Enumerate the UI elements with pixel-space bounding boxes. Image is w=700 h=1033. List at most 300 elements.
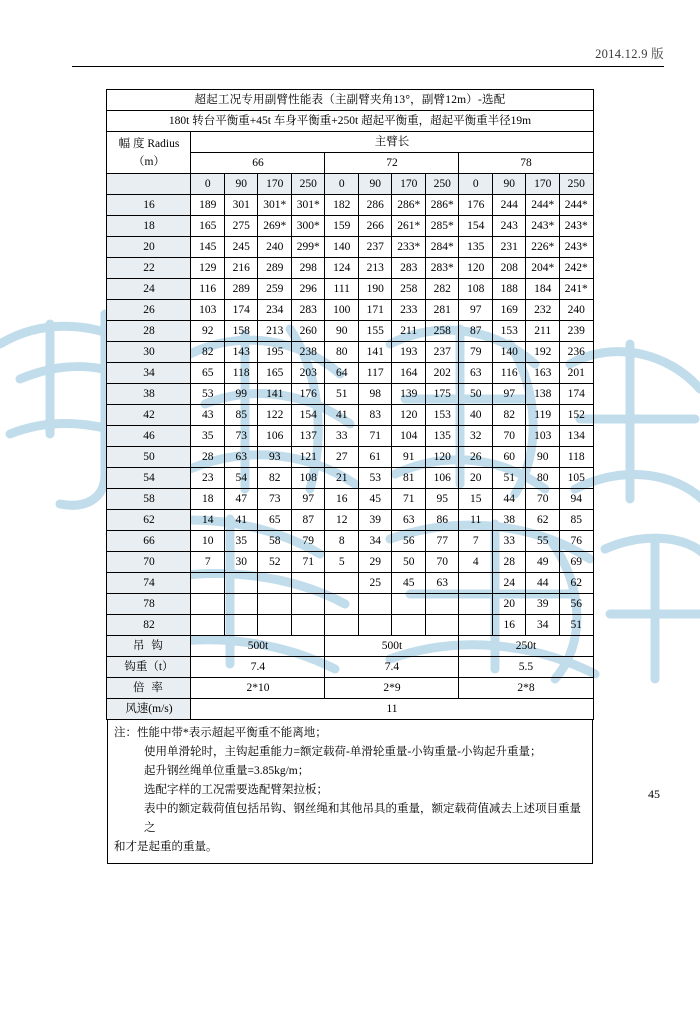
cell: 243*: [526, 216, 560, 237]
row-radius: 16: [107, 195, 191, 216]
cell: 244*: [526, 195, 560, 216]
document-header: [72, 44, 664, 62]
cell: 81: [392, 468, 426, 489]
cell: 29: [358, 552, 392, 573]
boom-length-72: 72: [325, 153, 459, 174]
cell: 145: [191, 237, 225, 258]
cell: 97: [492, 384, 526, 405]
cell: 51: [492, 468, 526, 489]
table-row: [107, 195, 593, 216]
cell: 97: [459, 300, 493, 321]
cell: 286*: [392, 195, 426, 216]
cell: [291, 594, 325, 615]
cell: 98: [358, 384, 392, 405]
cell: 169: [492, 300, 526, 321]
cell: 55: [526, 531, 560, 552]
cell: [425, 615, 459, 636]
table-row: [107, 573, 593, 594]
cell: 62: [526, 510, 560, 531]
table-row: [107, 615, 593, 636]
table-row: [107, 552, 593, 573]
cell: [425, 594, 459, 615]
hook-78: 250t: [459, 636, 593, 657]
cell: 298: [291, 258, 325, 279]
table-row: [107, 489, 593, 510]
cell: 175: [425, 384, 459, 405]
cell: 241*: [559, 279, 593, 300]
reeving-row: [107, 678, 593, 699]
chart-subtitle: 180t 转台平衡重+45t 车身平衡重+250t 超起平衡重，超起平衡重半径19m: [107, 111, 593, 132]
cell: 124: [325, 258, 359, 279]
cell: 92: [191, 321, 225, 342]
cell: 63: [459, 363, 493, 384]
cell: 117: [358, 363, 392, 384]
windspeed-row: [107, 699, 593, 720]
cell: 99: [224, 384, 258, 405]
table-row: [107, 531, 593, 552]
cw-66-170: 170: [258, 174, 292, 195]
cell: 71: [358, 426, 392, 447]
cell: 159: [325, 216, 359, 237]
hook-72: 500t: [325, 636, 459, 657]
radius-header-line1: 幅 度 Radius: [118, 137, 180, 150]
cell: 20: [492, 594, 526, 615]
cell: 237: [425, 342, 459, 363]
cell: 79: [459, 342, 493, 363]
cell: 103: [191, 300, 225, 321]
cell: 38: [492, 510, 526, 531]
hook-weight-72: 7.4: [325, 657, 459, 678]
cell: 201: [559, 363, 593, 384]
cell: 44: [526, 573, 560, 594]
cell: 164: [392, 363, 426, 384]
row-radius: 50: [107, 447, 191, 468]
cell: 53: [358, 468, 392, 489]
notes-section: [0, 720, 700, 864]
hook-label: 吊 钩: [107, 636, 191, 657]
cell: 23: [191, 468, 225, 489]
cell: 18: [191, 489, 225, 510]
table-row: [107, 300, 593, 321]
cell: [291, 615, 325, 636]
cell: 108: [291, 468, 325, 489]
cw-72-0: 0: [325, 174, 359, 195]
cell: 238: [291, 342, 325, 363]
cell: 11: [459, 510, 493, 531]
note-line-2: 使用单滑轮时，主钩起重能力=额定载荷-单滑轮重量-小钩重量-小钩起升重量；: [144, 746, 542, 758]
cell: 204*: [526, 258, 560, 279]
cell: [191, 573, 225, 594]
cell: [258, 573, 292, 594]
cell: 28: [492, 552, 526, 573]
cell: 116: [191, 279, 225, 300]
cell: 165: [191, 216, 225, 237]
page-number: 45: [648, 787, 660, 801]
cell: 43: [191, 405, 225, 426]
cell: 82: [492, 405, 526, 426]
table-row: [107, 510, 593, 531]
row-radius: 22: [107, 258, 191, 279]
cell: 140: [492, 342, 526, 363]
cell: 232: [526, 300, 560, 321]
cell: 71: [392, 489, 426, 510]
cw-72-90: 90: [358, 174, 392, 195]
cell: 20: [459, 468, 493, 489]
cell: 63: [224, 447, 258, 468]
table-row: [107, 405, 593, 426]
cell: [191, 615, 225, 636]
cell: 211: [392, 321, 426, 342]
table-row: [107, 279, 593, 300]
cell: 7: [191, 552, 225, 573]
cell: 87: [459, 321, 493, 342]
cell: [191, 594, 225, 615]
cell: 154: [459, 216, 493, 237]
cell: 182: [325, 195, 359, 216]
cell: 111: [325, 279, 359, 300]
cell: 138: [526, 384, 560, 405]
cw-78-170: 170: [526, 174, 560, 195]
hook-66: 500t: [191, 636, 325, 657]
row-radius: 28: [107, 321, 191, 342]
note-line-5: 表中的额定载荷值包括吊钩、钢丝绳和其他吊具的重量，额定载荷值减去上述项目重量之: [144, 803, 581, 834]
cell: 118: [559, 447, 593, 468]
cell: 97: [291, 489, 325, 510]
header-divider: [72, 66, 664, 67]
cw-66-90: 90: [224, 174, 258, 195]
cell: 153: [492, 321, 526, 342]
cell: 35: [224, 531, 258, 552]
table-row: [107, 258, 593, 279]
cell: 299*: [291, 237, 325, 258]
cw-78-0: 0: [459, 174, 493, 195]
cell: 16: [325, 489, 359, 510]
cell: 213: [258, 321, 292, 342]
cell: 231: [492, 237, 526, 258]
cell: 77: [425, 531, 459, 552]
cell: 141: [258, 384, 292, 405]
cell: 239: [559, 321, 593, 342]
cell: [358, 615, 392, 636]
cell: 275: [224, 216, 258, 237]
cell: 213: [358, 258, 392, 279]
row-radius: 20: [107, 237, 191, 258]
cell: 266: [358, 216, 392, 237]
cell: 41: [325, 405, 359, 426]
chart-title-row: [107, 90, 593, 111]
cell: 80: [325, 342, 359, 363]
cell: [459, 594, 493, 615]
cell: 50: [392, 552, 426, 573]
cell: 184: [526, 279, 560, 300]
radius-header-line2: （m）: [132, 155, 165, 168]
cell: 86: [425, 510, 459, 531]
cell: 269*: [258, 216, 292, 237]
cell: 121: [291, 447, 325, 468]
cell: 163: [526, 363, 560, 384]
cell: 51: [325, 384, 359, 405]
cell: 233: [392, 300, 426, 321]
table-row: [107, 447, 593, 468]
cell: 129: [191, 258, 225, 279]
cell: 90: [526, 447, 560, 468]
cell: 137: [291, 426, 325, 447]
row-radius: 70: [107, 552, 191, 573]
cell: [291, 573, 325, 594]
hook-row: [107, 636, 593, 657]
cell: 226*: [526, 237, 560, 258]
cell: 26: [459, 447, 493, 468]
cell: 171: [358, 300, 392, 321]
cell: 140: [325, 237, 359, 258]
radius-header: [107, 132, 191, 174]
cell: 91: [392, 447, 426, 468]
cell: 87: [291, 510, 325, 531]
cell: 63: [392, 510, 426, 531]
cell: [224, 594, 258, 615]
cw-78-90: 90: [492, 174, 526, 195]
cell: 95: [425, 489, 459, 510]
cell: [258, 615, 292, 636]
cell: 69: [559, 552, 593, 573]
cell: 258: [392, 279, 426, 300]
windspeed-value: 11: [191, 699, 593, 720]
cell: 15: [459, 489, 493, 510]
cell: 105: [559, 468, 593, 489]
cell: 174: [224, 300, 258, 321]
cell: [459, 615, 493, 636]
cell: 49: [526, 552, 560, 573]
cell: 70: [492, 426, 526, 447]
revision-label: 2014.12.9 版: [595, 47, 664, 61]
cell: 234: [258, 300, 292, 321]
cell: 104: [392, 426, 426, 447]
cell: 73: [224, 426, 258, 447]
cell: 106: [425, 468, 459, 489]
cell: 52: [258, 552, 292, 573]
cell: 283*: [425, 258, 459, 279]
cell: 53: [191, 384, 225, 405]
cell: 243*: [559, 237, 593, 258]
load-chart-table: [106, 89, 593, 720]
cell: 39: [358, 510, 392, 531]
cell: 62: [559, 573, 593, 594]
cell: 155: [358, 321, 392, 342]
note-line-3: 起升钢丝绳单位重量=3.85kg/m；: [144, 765, 310, 777]
cell: [224, 573, 258, 594]
cell: 300*: [291, 216, 325, 237]
cell: 8: [325, 531, 359, 552]
table-row: [107, 216, 593, 237]
cell: 73: [258, 489, 292, 510]
cw-78-250: 250: [559, 174, 593, 195]
row-radius: 62: [107, 510, 191, 531]
cell: 258: [425, 321, 459, 342]
cell: 79: [291, 531, 325, 552]
cell: 189: [191, 195, 225, 216]
hook-weight-66: 7.4: [191, 657, 325, 678]
cell: 108: [459, 279, 493, 300]
row-radius: 18: [107, 216, 191, 237]
cell: 174: [559, 384, 593, 405]
cell: 82: [258, 468, 292, 489]
cell: 7: [459, 531, 493, 552]
cell: 100: [325, 300, 359, 321]
cell: [325, 615, 359, 636]
cell: 80: [526, 468, 560, 489]
cell: 240: [258, 237, 292, 258]
cell: 208: [492, 258, 526, 279]
cell: 283: [392, 258, 426, 279]
reeving-label: 倍 率: [107, 678, 191, 699]
cell: 283: [291, 300, 325, 321]
cell: 282: [425, 279, 459, 300]
boom-group-header: 主臂长: [191, 132, 593, 153]
cell: 120: [425, 447, 459, 468]
reeving-78: 2*8: [459, 678, 593, 699]
cell: 45: [392, 573, 426, 594]
cell: 83: [358, 405, 392, 426]
cell: 203: [291, 363, 325, 384]
cell: 32: [459, 426, 493, 447]
load-chart-wrapper: [0, 89, 700, 720]
cell: 237: [358, 237, 392, 258]
cell: 47: [224, 489, 258, 510]
table-row: [107, 468, 593, 489]
cell: 34: [526, 615, 560, 636]
cell: 35: [191, 426, 225, 447]
cell: 40: [459, 405, 493, 426]
cell: 51: [559, 615, 593, 636]
cell: 63: [425, 573, 459, 594]
cell: 286*: [425, 195, 459, 216]
windspeed-label: 风速(m/s): [107, 699, 191, 720]
cell: 85: [224, 405, 258, 426]
cell: 122: [258, 405, 292, 426]
cell: 116: [492, 363, 526, 384]
cell: [392, 615, 426, 636]
cell: 54: [224, 468, 258, 489]
cw-72-170: 170: [392, 174, 426, 195]
reeving-66: 2*10: [191, 678, 325, 699]
note-line-4: 选配字样的工况需要选配臂架拉板；: [144, 784, 328, 796]
cell: 58: [258, 531, 292, 552]
cell: 70: [425, 552, 459, 573]
cell: 16: [492, 615, 526, 636]
cell: 284*: [425, 237, 459, 258]
cell: 93: [258, 447, 292, 468]
cell: 56: [392, 531, 426, 552]
cell: 135: [425, 426, 459, 447]
cell: 296: [291, 279, 325, 300]
cell: 39: [526, 594, 560, 615]
cell: 152: [559, 405, 593, 426]
cell: 118: [224, 363, 258, 384]
cell: 33: [492, 531, 526, 552]
row-radius: 24: [107, 279, 191, 300]
cell: 244: [492, 195, 526, 216]
cell: 301*: [291, 195, 325, 216]
cell: 14: [191, 510, 225, 531]
cw-66-250: 250: [291, 174, 325, 195]
table-row: [107, 342, 593, 363]
cell: 211: [526, 321, 560, 342]
table-row: [107, 594, 593, 615]
cell: 216: [224, 258, 258, 279]
cell: 5: [325, 552, 359, 573]
row-radius: 26: [107, 300, 191, 321]
hook-weight-78: 5.5: [459, 657, 593, 678]
cell: 188: [492, 279, 526, 300]
cell: 236: [559, 342, 593, 363]
cell: 143: [224, 342, 258, 363]
row-radius: 78: [107, 594, 191, 615]
cell: 141: [358, 342, 392, 363]
cell: 30: [224, 552, 258, 573]
cell: 50: [459, 384, 493, 405]
cell: 34: [358, 531, 392, 552]
note-line-6: 和才是起重的重量。: [114, 841, 218, 853]
cell: 245: [224, 237, 258, 258]
row-radius: 54: [107, 468, 191, 489]
chart-subtitle-row: [107, 111, 593, 132]
cell: 61: [358, 447, 392, 468]
cell: 259: [258, 279, 292, 300]
cell: 195: [258, 342, 292, 363]
cell: 41: [224, 510, 258, 531]
cell: 260: [291, 321, 325, 342]
cell: 65: [191, 363, 225, 384]
row-radius: 34: [107, 363, 191, 384]
cell: 193: [392, 342, 426, 363]
cell: 65: [258, 510, 292, 531]
cell: 240: [559, 300, 593, 321]
cell: 12: [325, 510, 359, 531]
row-radius: 42: [107, 405, 191, 426]
cell: 176: [291, 384, 325, 405]
cw-66-0: 0: [191, 174, 225, 195]
cell: [224, 615, 258, 636]
cw-72-250: 250: [425, 174, 459, 195]
cell: 165: [258, 363, 292, 384]
cell: [358, 594, 392, 615]
cell: 82: [191, 342, 225, 363]
cell: 70: [526, 489, 560, 510]
cell: 4: [459, 552, 493, 573]
table-row: [107, 384, 593, 405]
cell: 261*: [392, 216, 426, 237]
cell: [325, 594, 359, 615]
cell: [392, 594, 426, 615]
cell: 190: [358, 279, 392, 300]
cell: 56: [559, 594, 593, 615]
cell: 285*: [425, 216, 459, 237]
cell: 21: [325, 468, 359, 489]
cell: 76: [559, 531, 593, 552]
hook-weight-row: [107, 657, 593, 678]
cell: 158: [224, 321, 258, 342]
cell: 242*: [559, 258, 593, 279]
cell: 33: [325, 426, 359, 447]
cell: 289: [258, 258, 292, 279]
cell: 286: [358, 195, 392, 216]
cell: 25: [358, 573, 392, 594]
reeving-72: 2*9: [325, 678, 459, 699]
cell: 134: [559, 426, 593, 447]
row-radius: 58: [107, 489, 191, 510]
table-row: [107, 237, 593, 258]
row-radius: 74: [107, 573, 191, 594]
